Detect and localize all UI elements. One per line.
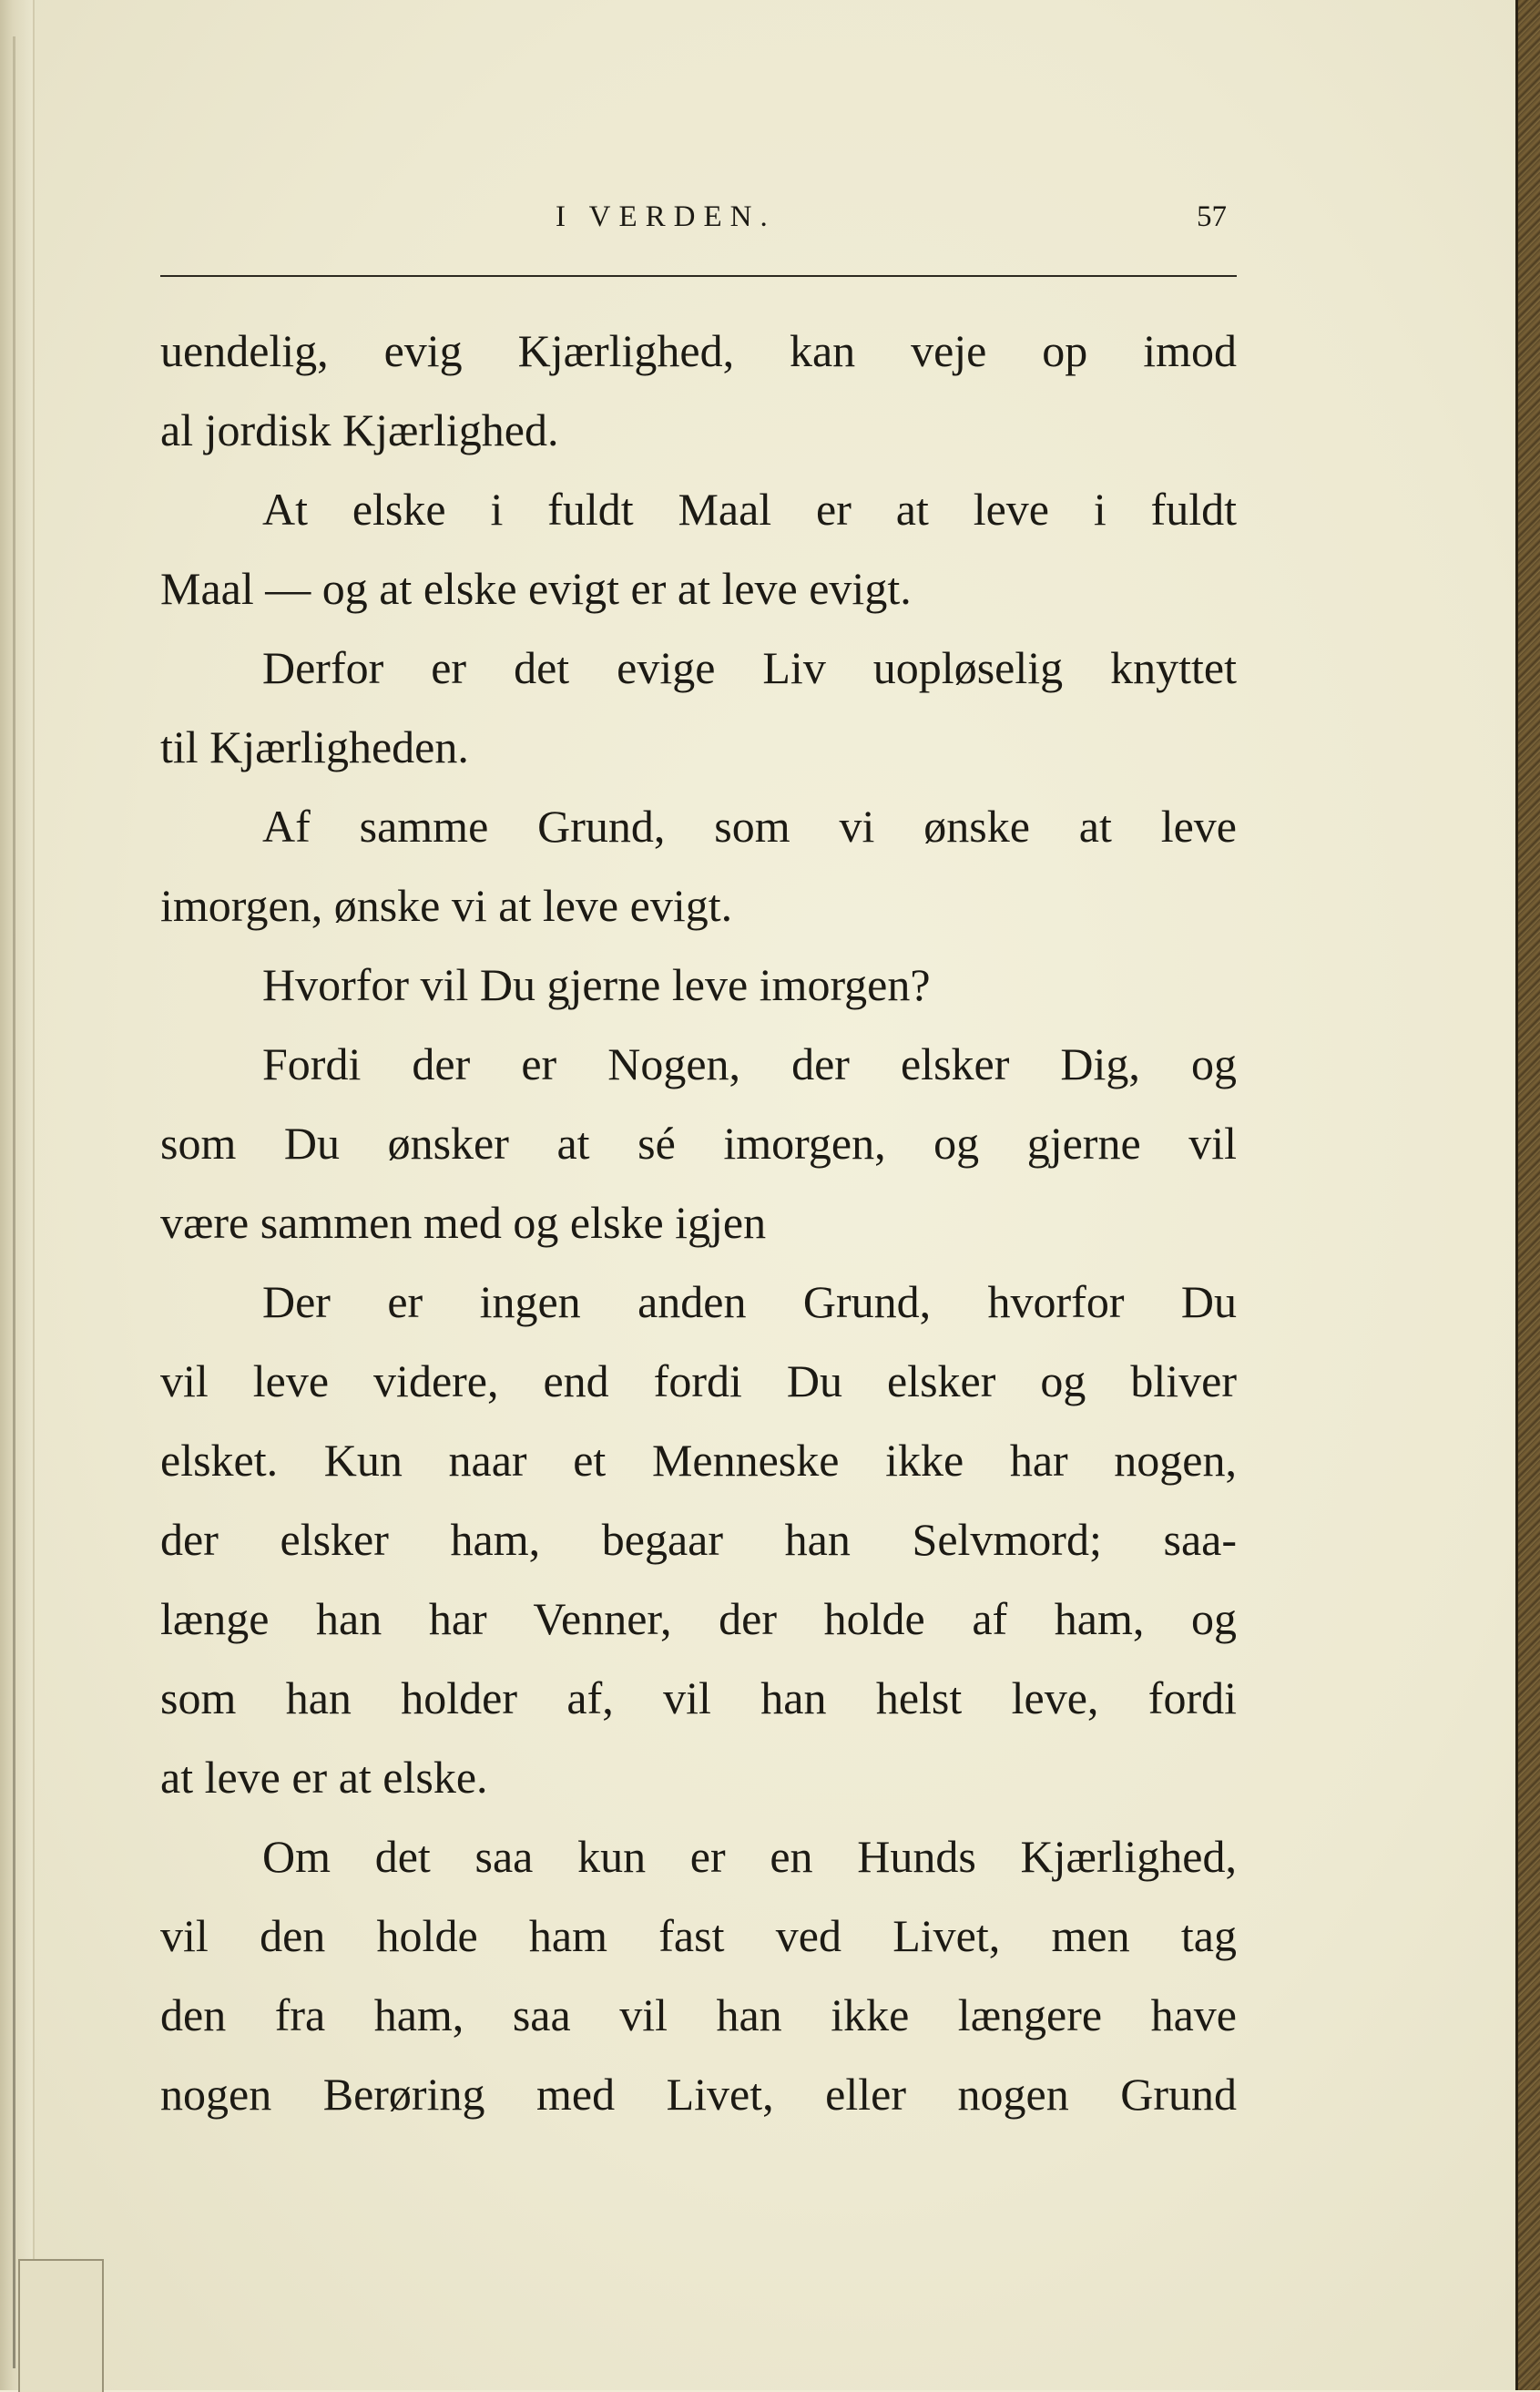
gutter-binding-line (13, 36, 15, 2368)
body-text (160, 312, 1237, 2134)
text-line: være sammen med og elske igjen (160, 1197, 767, 1248)
text-line: som Du ønsker at sé imorgen, og gjerne vil (160, 1118, 1237, 1169)
header-rule (160, 275, 1237, 277)
running-head-title: I VERDEN. (556, 200, 776, 233)
page-number: 57 (1197, 200, 1227, 233)
text-line: Maal — og at elske evigt er at leve evigt. (160, 563, 912, 614)
text-line: nogen Berøring med Livet, eller nogen Grund (160, 2069, 1237, 2120)
text-line: at leve er at elske. (160, 1752, 488, 1803)
gutter-notch (18, 2259, 104, 2392)
text-line: elsket. Kun naar et Menneske ikke har nogen, (160, 1435, 1237, 1486)
text-line: der elsker ham, begaar han Selvmord; saa- (160, 1514, 1237, 1565)
text-line: Derfor er det evige Liv uopløselig knyttet (262, 642, 1237, 693)
text-line: som han holder af, vil han helst leve, fordi (160, 1672, 1237, 1723)
text-line: Hvorfor vil Du gjerne leve imorgen? (262, 959, 931, 1010)
text-line: al jordisk Kjærlighed. (160, 404, 559, 455)
text-line: vil den holde ham fast ved Livet, men tag (160, 1910, 1237, 1961)
text-line: den fra ham, saa vil han ikke længere have (160, 1989, 1237, 2040)
book-cover-edge (1515, 0, 1540, 2390)
text-line: længe han har Venner, der holde af ham, og (160, 1593, 1237, 1644)
running-head (0, 193, 1540, 248)
text-line: imorgen, ønske vi at leve evigt. (160, 880, 733, 931)
page-gutter (0, 0, 35, 2390)
text-line: Af samme Grund, som vi ønske at leve (262, 801, 1237, 852)
text-line: til Kjærligheden. (160, 721, 469, 772)
text-line: vil leve videre, end fordi Du elsker og bliver (160, 1355, 1237, 1406)
text-line: At elske i fuldt Maal er at leve i fuldt (262, 484, 1237, 535)
text-line: Der er ingen anden Grund, hvorfor Du (262, 1276, 1237, 1327)
text-line: uendelig, evig Kjærlighed, kan veje op imod (160, 325, 1237, 376)
text-line: Fordi der er Nogen, der elsker Dig, og (262, 1038, 1237, 1089)
text-line: Om det saa kun er en Hunds Kjærlighed, (262, 1831, 1237, 1882)
